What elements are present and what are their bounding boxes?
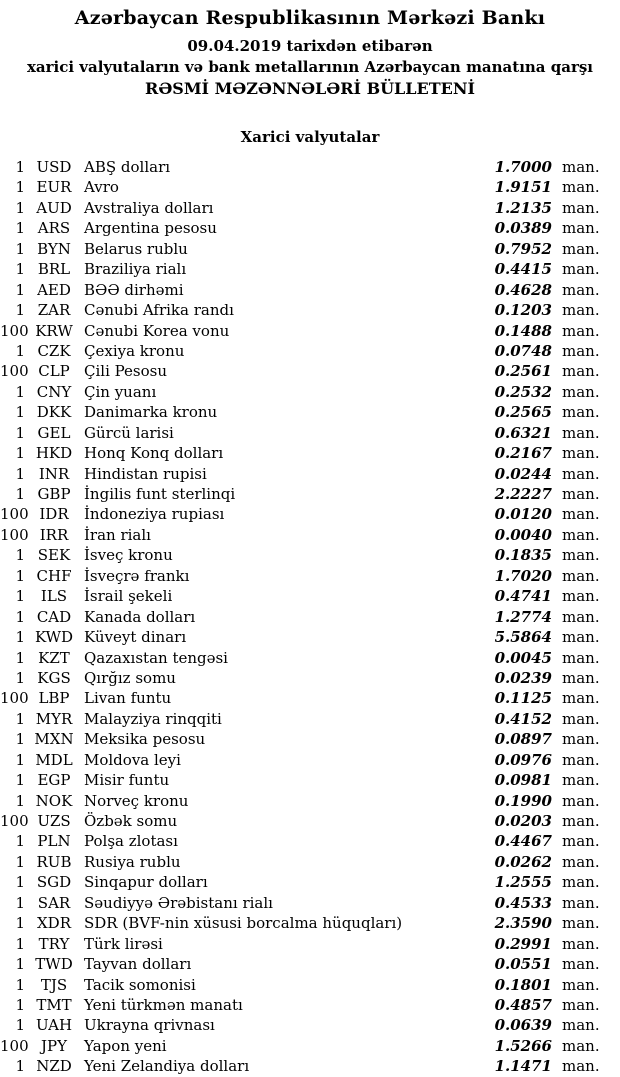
quantity-cell: 1: [15, 750, 25, 769]
quantity-cell: 1: [15, 464, 25, 483]
currency-code-cell: UZS: [37, 812, 71, 830]
rate-cell: 2.3590: [494, 914, 552, 933]
rate-cell: 0.2991: [494, 934, 552, 953]
unit-cell: man.: [562, 689, 600, 708]
unit-cell: man.: [562, 260, 600, 279]
rate-cell: 0.4857: [494, 995, 552, 1014]
table-row: [0, 484, 620, 504]
unit-cell: man.: [562, 934, 600, 953]
rate-cell: 0.4415: [494, 260, 552, 279]
table-row: [0, 954, 620, 974]
currency-name-cell: Küveyt dinarı: [84, 628, 187, 647]
rate-cell: 0.0040: [494, 525, 552, 544]
unit-cell: man.: [562, 546, 600, 565]
currency-name-cell: Avro: [84, 178, 119, 197]
unit-cell: man.: [562, 219, 600, 238]
table-row: [0, 1036, 620, 1056]
currency-code-cell: KZT: [38, 648, 70, 667]
currency-name-cell: İngilis funt sterlinqi: [84, 485, 236, 503]
quantity-cell: 100: [0, 1036, 29, 1055]
bank-name-title: Azərbaycan Respublikasının Mərkəzi Bankı: [74, 7, 546, 29]
rate-cell: 0.0897: [494, 730, 552, 749]
currency-name-cell: Avstraliya dolları: [84, 198, 214, 217]
table-row: [0, 831, 620, 851]
currency-name-cell: Polşa zlotası: [84, 832, 178, 851]
rate-cell: 0.0244: [494, 464, 552, 483]
currency-name-cell: Norveç kronu: [84, 791, 189, 810]
table-row: [0, 648, 620, 668]
currency-code-cell: CZK: [37, 341, 71, 360]
currency-code-cell: CAD: [36, 607, 72, 626]
unit-cell: man.: [562, 587, 600, 606]
unit-cell: man.: [562, 791, 600, 810]
currency-name-cell: Moldova leyi: [84, 750, 181, 769]
currency-code-cell: INR: [38, 464, 70, 483]
rate-cell: 0.4628: [494, 280, 552, 299]
unit-cell: man.: [562, 485, 600, 503]
unit-cell: man.: [562, 301, 600, 320]
currency-code-cell: ILS: [40, 587, 68, 606]
unit-cell: man.: [562, 341, 600, 360]
quantity-cell: 1: [15, 485, 25, 503]
currency-code-cell: IDR: [39, 505, 69, 524]
unit-cell: man.: [562, 198, 600, 217]
rate-cell: 0.4152: [494, 709, 552, 728]
quantity-cell: 100: [0, 812, 29, 830]
unit-cell: man.: [562, 873, 600, 892]
effective-date-line: 09.04.2019 tarixdən etibarən: [187, 37, 433, 55]
rate-cell: 0.0262: [494, 852, 552, 871]
rate-cell: 0.1801: [494, 975, 552, 994]
currency-name-cell: Tayvan dolları: [84, 955, 192, 974]
unit-cell: man.: [562, 812, 600, 830]
quantity-cell: 1: [15, 914, 25, 933]
table-row: [0, 709, 620, 729]
currency-name-cell: Misir funtu: [84, 771, 170, 790]
quantity-cell: 1: [15, 893, 25, 912]
currency-name-cell: Meksika pesosu: [84, 730, 206, 749]
currency-code-cell: GEL: [37, 423, 71, 442]
rate-cell: 1.7020: [494, 566, 552, 585]
table-row: [0, 872, 620, 892]
currency-name-cell: Cənubi Korea vonu: [84, 321, 230, 340]
quantity-cell: 1: [15, 648, 25, 667]
table-row: [0, 504, 620, 524]
rate-cell: 2.2227: [494, 485, 552, 503]
unit-cell: man.: [562, 628, 600, 647]
table-row: [0, 402, 620, 422]
currency-name-cell: İndoneziya rupiası: [84, 505, 225, 524]
currency-name-cell: Hindistan rupisi: [84, 464, 207, 483]
quantity-cell: 1: [15, 607, 25, 626]
rate-cell: 0.2565: [494, 403, 552, 422]
table-row: [0, 341, 620, 361]
currency-code-cell: EGP: [37, 771, 71, 790]
currency-code-cell: MYR: [35, 709, 73, 728]
table-row: [0, 218, 620, 238]
quantity-cell: 100: [0, 362, 29, 381]
currency-name-cell: Malayziya rinqqiti: [84, 709, 222, 728]
currency-code-cell: KRW: [35, 321, 73, 340]
quantity-cell: 1: [15, 566, 25, 585]
currency-code-cell: KWD: [34, 628, 74, 647]
quantity-cell: 1: [15, 934, 25, 953]
quantity-cell: 1: [15, 995, 25, 1014]
currency-name-cell: Çexiya kronu: [84, 341, 185, 360]
rate-cell: 0.0748: [494, 341, 552, 360]
rate-cell: 0.6321: [494, 423, 552, 442]
rate-cell: 1.1471: [494, 1057, 552, 1076]
currency-name-cell: Çili Pesosu: [84, 362, 168, 381]
currency-code-cell: XDR: [37, 914, 71, 933]
rate-cell: 0.2532: [494, 382, 552, 401]
rate-cell: 0.0120: [494, 505, 552, 524]
table-row: [0, 627, 620, 647]
currency-name-cell: Qazaxıstan tengəsi: [84, 648, 228, 667]
currency-code-cell: TJS: [40, 975, 68, 994]
currency-name-cell: İsveç kronu: [84, 546, 173, 565]
rate-cell: 0.0551: [494, 955, 552, 974]
quantity-cell: 1: [15, 280, 25, 299]
currency-name-cell: Ukrayna qrivnası: [84, 1016, 215, 1035]
table-row: [0, 464, 620, 484]
currency-code-cell: TRY: [38, 934, 70, 953]
unit-cell: man.: [562, 668, 600, 687]
quantity-cell: 1: [15, 403, 25, 422]
rate-cell: 0.7952: [494, 239, 552, 258]
table-row: [0, 545, 620, 565]
quantity-cell: 1: [15, 198, 25, 217]
unit-cell: man.: [562, 914, 600, 933]
rate-cell: 1.2135: [494, 198, 552, 217]
unit-cell: man.: [562, 1036, 600, 1055]
table-row: [0, 688, 620, 708]
unit-cell: man.: [562, 505, 600, 524]
quantity-cell: 1: [15, 852, 25, 871]
currency-code-cell: CNY: [36, 382, 72, 401]
unit-cell: man.: [562, 893, 600, 912]
unit-cell: man.: [562, 362, 600, 381]
unit-cell: man.: [562, 750, 600, 769]
unit-cell: man.: [562, 178, 600, 197]
rate-cell: 0.1990: [494, 791, 552, 810]
unit-cell: man.: [562, 321, 600, 340]
unit-cell: man.: [562, 464, 600, 483]
rate-cell: 0.0239: [494, 668, 552, 687]
currency-code-cell: PLN: [37, 832, 71, 851]
table-row: [0, 1015, 620, 1035]
currency-name-cell: İsveçrə frankı: [84, 566, 190, 585]
currency-name-cell: Qırğız somu: [84, 668, 176, 687]
table-row: [0, 852, 620, 872]
unit-cell: man.: [562, 771, 600, 790]
table-row: [0, 770, 620, 790]
rate-cell: 0.1488: [494, 321, 552, 340]
unit-cell: man.: [562, 566, 600, 585]
quantity-cell: 1: [15, 178, 25, 197]
currency-name-cell: SDR (BVF-nin xüsusi borcalma hüquqları): [84, 914, 403, 933]
currency-name-cell: ABŞ dolları: [84, 158, 171, 176]
unit-cell: man.: [562, 730, 600, 749]
rate-cell: 0.0389: [494, 219, 552, 238]
rate-cell: 1.2774: [494, 607, 552, 626]
currency-code-cell: TWD: [35, 955, 73, 974]
quantity-cell: 1: [15, 341, 25, 360]
currency-name-cell: Belarus rublu: [84, 239, 188, 258]
quantity-cell: 1: [15, 873, 25, 892]
table-row: [0, 198, 620, 218]
rate-cell: 0.1203: [494, 301, 552, 320]
quantity-cell: 100: [0, 321, 29, 340]
currency-code-cell: ZAR: [37, 301, 71, 320]
unit-cell: man.: [562, 648, 600, 667]
currency-name-cell: Yapon yeni: [84, 1036, 167, 1055]
table-row: [0, 321, 620, 341]
currency-name-cell: İsrail şekeli: [84, 587, 173, 606]
currency-code-cell: MXN: [34, 730, 74, 749]
quantity-cell: 100: [0, 689, 29, 708]
currency-code-cell: RUB: [36, 852, 72, 871]
unit-cell: man.: [562, 832, 600, 851]
table-row: [0, 668, 620, 688]
unit-cell: man.: [562, 709, 600, 728]
currency-code-cell: SGD: [36, 873, 72, 892]
quantity-cell: 100: [0, 505, 29, 524]
currency-code-cell: LBP: [38, 689, 70, 708]
currency-name-cell: Honq Konq dolları: [84, 444, 224, 463]
unit-cell: man.: [562, 444, 600, 463]
table-row: [0, 157, 620, 177]
quantity-cell: 1: [15, 301, 25, 320]
table-row: [0, 791, 620, 811]
rate-cell: 0.1125: [494, 689, 552, 708]
currency-name-cell: Səudiyyə Ərəbistanı rialı: [84, 893, 273, 912]
currency-name-cell: Danimarka kronu: [84, 403, 218, 422]
rate-cell: 0.0203: [494, 812, 552, 830]
rate-cell: 0.2167: [494, 444, 552, 463]
rate-cell: 0.0639: [494, 1016, 552, 1035]
quantity-cell: 1: [15, 668, 25, 687]
currency-name-cell: Çin yuanı: [84, 382, 157, 401]
table-row: [0, 750, 620, 770]
quantity-cell: 1: [15, 423, 25, 442]
currency-name-cell: Tacik somonisi: [84, 975, 196, 994]
quantity-cell: 1: [15, 771, 25, 790]
currency-code-cell: USD: [36, 158, 72, 176]
rate-cell: 0.4533: [494, 893, 552, 912]
currency-code-cell: NZD: [36, 1057, 72, 1076]
currency-name-cell: Kanada dolları: [84, 607, 196, 626]
unit-cell: man.: [562, 239, 600, 258]
currency-code-cell: IRR: [39, 525, 69, 544]
unit-cell: man.: [562, 280, 600, 299]
currency-code-cell: HKD: [35, 444, 73, 463]
rate-cell: 0.4741: [494, 587, 552, 606]
currency-name-cell: Cənubi Afrika randı: [84, 301, 234, 320]
rate-cell: 0.2561: [494, 362, 552, 381]
rate-cell: 1.5266: [494, 1036, 552, 1055]
unit-cell: man.: [562, 975, 600, 994]
table-row: [0, 893, 620, 913]
unit-cell: man.: [562, 995, 600, 1014]
table-row: [0, 975, 620, 995]
rate-cell: 1.7000: [494, 158, 552, 176]
table-row: [0, 361, 620, 381]
currency-name-cell: Yeni türkmən manatı: [84, 995, 243, 1014]
currency-name-cell: Gürcü larisi: [84, 423, 174, 442]
rate-cell: 0.0981: [494, 771, 552, 790]
currency-code-cell: KGS: [37, 668, 71, 687]
currency-code-cell: GBP: [37, 485, 71, 503]
currency-name-cell: Türk lirəsi: [84, 934, 163, 953]
section-title-foreign-currencies: Xarici valyutalar: [240, 128, 380, 146]
unit-cell: man.: [562, 955, 600, 974]
unit-cell: man.: [562, 158, 600, 176]
rate-cell: 0.4467: [494, 832, 552, 851]
currency-code-cell: AUD: [36, 198, 72, 217]
table-row: [0, 177, 620, 197]
bulletin-header: [0, 0, 620, 100]
quantity-cell: 1: [15, 791, 25, 810]
rate-cell: 0.1835: [494, 546, 552, 565]
currency-name-cell: Rusiya rublu: [84, 852, 181, 871]
unit-cell: man.: [562, 382, 600, 401]
currency-code-cell: NOK: [35, 791, 73, 810]
quantity-cell: 1: [15, 239, 25, 258]
table-row: [0, 995, 620, 1015]
rate-cell: 1.2555: [494, 873, 552, 892]
table-row: [0, 934, 620, 954]
unit-cell: man.: [562, 403, 600, 422]
unit-cell: man.: [562, 607, 600, 626]
unit-cell: man.: [562, 1016, 600, 1035]
rate-cell: 0.0045: [494, 648, 552, 667]
unit-cell: man.: [562, 423, 600, 442]
table-row: [0, 913, 620, 933]
quantity-cell: 1: [15, 628, 25, 647]
table-row: [0, 1056, 620, 1076]
currency-code-cell: SAR: [37, 893, 71, 912]
currency-code-cell: MDL: [35, 750, 73, 769]
quantity-cell: 1: [15, 975, 25, 994]
bulletin-title: RƏSMİ MƏZƏNNƏLƏRİ BÜLLETENİ: [145, 79, 475, 98]
table-row: [0, 607, 620, 627]
table-row: [0, 586, 620, 606]
currency-name-cell: Sinqapur dolları: [84, 873, 208, 892]
table-row: [0, 566, 620, 586]
quantity-cell: 100: [0, 525, 29, 544]
table-row: [0, 280, 620, 300]
quantity-cell: 1: [15, 382, 25, 401]
rate-cell: 0.0976: [494, 750, 552, 769]
quantity-cell: 1: [15, 587, 25, 606]
subject-line: xarici valyutaların və bank metallarının Azərbaycan manatına qarşı: [26, 58, 594, 76]
table-row: [0, 729, 620, 749]
quantity-cell: 1: [15, 546, 25, 565]
currency-code-cell: DKK: [36, 403, 72, 422]
unit-cell: man.: [562, 1057, 600, 1076]
table-row: [0, 239, 620, 259]
currency-name-cell: Argentina pesosu: [84, 219, 217, 238]
quantity-cell: 1: [15, 158, 25, 176]
quantity-cell: 1: [15, 219, 25, 238]
table-row: [0, 423, 620, 443]
currency-code-cell: JPY: [40, 1036, 67, 1055]
currency-code-cell: CHF: [36, 566, 72, 585]
quantity-cell: 1: [15, 832, 25, 851]
table-row: [0, 259, 620, 279]
currency-name-cell: Braziliya rialı: [84, 260, 187, 279]
unit-cell: man.: [562, 852, 600, 871]
currency-code-cell: ARS: [37, 219, 71, 238]
currency-rates-table: [0, 157, 620, 1077]
quantity-cell: 1: [15, 709, 25, 728]
currency-code-cell: CLP: [38, 362, 70, 381]
currency-code-cell: SEK: [37, 546, 71, 565]
currency-name-cell: İran rialı: [84, 525, 151, 544]
currency-name-cell: BƏƏ dirhəmi: [84, 280, 184, 299]
currency-code-cell: UAH: [35, 1016, 73, 1035]
table-row: [0, 382, 620, 402]
quantity-cell: 1: [15, 260, 25, 279]
currency-code-cell: EUR: [36, 178, 72, 197]
currency-name-cell: Livan funtu: [84, 689, 172, 708]
currency-code-cell: TMT: [36, 995, 72, 1014]
currency-name-cell: Yeni Zelandiya dolları: [84, 1057, 250, 1076]
quantity-cell: 1: [15, 730, 25, 749]
currency-code-cell: BYN: [37, 239, 71, 258]
currency-code-cell: BRL: [37, 260, 71, 279]
rate-cell: 1.9151: [494, 178, 552, 197]
table-row: [0, 811, 620, 831]
table-row: [0, 525, 620, 545]
currency-code-cell: AED: [37, 280, 71, 299]
table-row: [0, 443, 620, 463]
quantity-cell: 1: [15, 1057, 25, 1076]
table-row: [0, 300, 620, 320]
quantity-cell: 1: [15, 955, 25, 974]
rate-cell: 5.5864: [494, 628, 552, 647]
quantity-cell: 1: [15, 444, 25, 463]
currency-name-cell: Özbək somu: [84, 812, 178, 830]
quantity-cell: 1: [15, 1016, 25, 1035]
unit-cell: man.: [562, 525, 600, 544]
